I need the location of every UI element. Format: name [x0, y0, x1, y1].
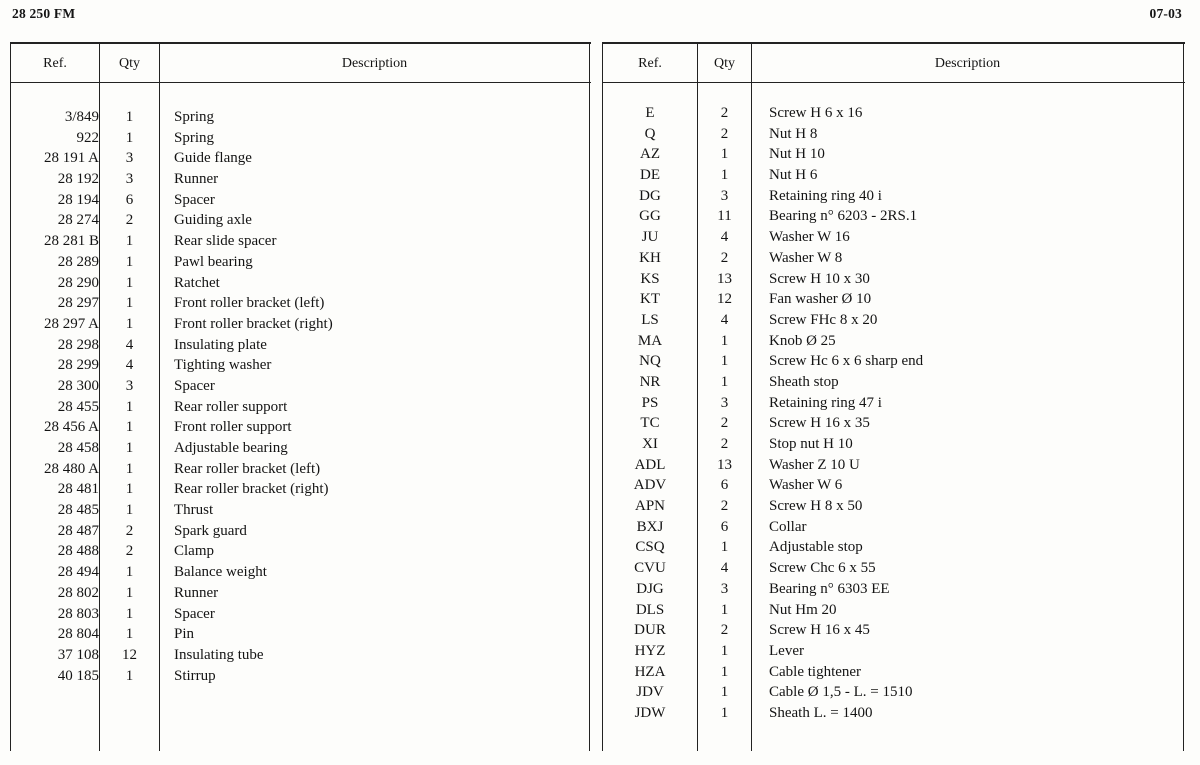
table-row: [11, 128, 589, 149]
table-row: [603, 682, 1183, 703]
part-ref: KS: [640, 270, 660, 287]
part-qty: 1: [720, 663, 729, 680]
part-qty: 2: [720, 125, 729, 142]
part-description: Guide flange: [174, 150, 252, 167]
part-ref: BXJ: [636, 518, 664, 535]
part-ref: 28 289: [57, 253, 99, 270]
part-ref: 28 494: [57, 564, 99, 581]
part-description: Clamp: [174, 543, 214, 560]
part-ref: DE: [640, 167, 660, 184]
part-description: Cable tightener: [769, 663, 862, 680]
description-column-header: Description: [934, 56, 1001, 71]
part-ref: APN: [634, 498, 665, 515]
part-description: Screw H 16 x 45: [769, 622, 870, 639]
part-description: Rear roller bracket (left): [174, 460, 321, 477]
header-rule: [10, 82, 591, 83]
table-row: [11, 583, 589, 604]
table-row: [11, 210, 589, 231]
part-qty: 4: [720, 311, 729, 328]
part-qty: 1: [125, 274, 134, 291]
part-qty: 1: [720, 332, 729, 349]
table-row: [11, 376, 589, 397]
part-qty: 1: [125, 233, 134, 250]
part-qty: 1: [125, 109, 134, 125]
part-qty: 1: [125, 398, 134, 415]
part-description: Cable Ø 1,5 - L. = 1510: [769, 684, 913, 701]
part-qty: 13: [717, 270, 732, 287]
part-description: Front roller support: [174, 419, 292, 436]
part-description: Screw Hc 6 x 6 sharp end: [769, 353, 924, 370]
part-qty: 2: [720, 249, 729, 266]
table-row: [603, 641, 1183, 662]
part-ref: 28 192: [57, 171, 99, 188]
part-qty: 1: [720, 146, 729, 163]
part-qty: 6: [720, 518, 729, 535]
part-description: Screw H 6 x 16: [769, 105, 863, 121]
table-row: [11, 438, 589, 459]
part-qty: 12: [122, 646, 137, 663]
table-row: [11, 273, 589, 294]
part-ref: HZA: [634, 663, 666, 680]
table-row: [603, 496, 1183, 517]
part-ref: 28 298: [57, 336, 99, 353]
part-ref: KT: [640, 291, 660, 308]
part-description: Knob Ø 25: [769, 332, 836, 349]
part-ref: 28 488: [57, 543, 99, 560]
part-description: Nut Hm 20: [769, 601, 837, 618]
part-qty: 12: [717, 291, 732, 308]
table-row: [603, 372, 1183, 393]
table-row: [603, 144, 1183, 165]
part-qty: 1: [125, 440, 134, 456]
part-description: Washer W 16: [769, 229, 850, 246]
part-ref: MA: [637, 332, 663, 349]
table-header: [603, 44, 1183, 82]
part-description: Spark guard: [174, 522, 247, 539]
part-ref: 28 802: [57, 584, 99, 601]
table-row: [11, 314, 589, 335]
part-description: Front roller bracket (right): [174, 315, 333, 332]
part-qty: 3: [720, 580, 729, 597]
part-ref: 28 297 A: [43, 315, 99, 332]
parts-list-right: [603, 103, 1183, 724]
part-qty: 2: [720, 105, 729, 121]
part-qty: 1: [125, 502, 134, 519]
table-row: [11, 355, 589, 376]
part-qty: 1: [720, 167, 729, 184]
part-ref: DUR: [634, 622, 666, 639]
part-qty: 6: [720, 477, 729, 494]
part-qty: 2: [720, 498, 729, 515]
part-description: Guiding axle: [174, 212, 252, 229]
part-description: Adjustable bearing: [174, 440, 288, 456]
table-row: [603, 165, 1183, 186]
part-description: Screw H 16 x 35: [769, 415, 870, 432]
part-qty: 1: [125, 460, 134, 477]
part-ref: 40 185: [57, 667, 99, 684]
part-qty: 2: [720, 622, 729, 639]
part-description: Stirrup: [174, 667, 216, 684]
part-ref: 28 297: [57, 295, 99, 312]
part-qty: 1: [125, 253, 134, 270]
qty-column-header: Qty: [714, 56, 735, 71]
part-qty: 1: [720, 642, 729, 659]
part-ref: 28 803: [57, 605, 99, 622]
table-row: [11, 500, 589, 521]
part-ref: CVU: [634, 560, 666, 577]
part-qty: 1: [125, 481, 134, 498]
table-row: [11, 521, 589, 542]
table-row: [603, 434, 1183, 455]
part-ref: DJG: [636, 580, 664, 597]
part-description: Thrust: [174, 502, 214, 519]
table-row: [603, 351, 1183, 372]
part-description: Screw Chc 6 x 55: [769, 560, 876, 577]
part-description: Bearing n° 6303 EE: [769, 580, 890, 597]
part-ref: HYZ: [634, 642, 666, 659]
part-description: Sheath stop: [769, 373, 839, 390]
part-description: Tighting washer: [174, 357, 272, 374]
part-ref: ADV: [633, 477, 667, 494]
qty-column-header: Qty: [119, 56, 140, 71]
part-qty: 6: [125, 191, 134, 208]
part-description: Spring: [174, 129, 215, 146]
part-description: Stop nut H 10: [769, 436, 853, 452]
table-row: [11, 645, 589, 666]
part-qty: 1: [125, 605, 134, 622]
part-description: Retaining ring 47 i: [769, 394, 882, 411]
part-qty: 4: [125, 336, 134, 353]
part-description: Lever: [769, 642, 804, 659]
table-row: [603, 620, 1183, 641]
part-description: Rear roller support: [174, 398, 288, 415]
part-qty: 4: [720, 229, 729, 246]
part-description: Fan washer Ø 10: [769, 291, 872, 308]
table-row: [11, 479, 589, 500]
table-row: [603, 103, 1183, 124]
table-row: [603, 662, 1183, 683]
part-description: Bearing n° 6203 - 2RS.1: [769, 208, 918, 225]
part-qty: 1: [125, 564, 134, 581]
part-ref: E: [645, 105, 655, 121]
table-row: [603, 537, 1183, 558]
part-description: Pin: [174, 626, 195, 643]
part-description: Washer W 6: [769, 477, 843, 494]
part-description: Spacer: [174, 377, 215, 394]
part-description: Nut H 6: [769, 167, 818, 184]
part-qty: 2: [125, 212, 134, 229]
part-qty: 2: [720, 436, 729, 452]
table-row: [11, 252, 589, 273]
part-ref: DLS: [635, 601, 665, 618]
part-ref: JU: [641, 229, 659, 246]
part-qty: 3: [720, 187, 729, 204]
part-description: Rear roller bracket (right): [174, 481, 329, 498]
table-row: [11, 190, 589, 211]
table-row: [11, 459, 589, 480]
table-row: [603, 517, 1183, 538]
part-ref: 28 281 B: [43, 233, 99, 250]
part-ref: 922: [76, 129, 99, 146]
part-ref: 28 290: [57, 274, 99, 291]
part-ref: JDW: [634, 704, 666, 721]
part-ref: 28 300: [57, 377, 99, 394]
part-ref: 28 485: [57, 502, 99, 519]
part-description: Rear slide spacer: [174, 233, 277, 250]
part-qty: 2: [720, 415, 729, 432]
part-description: Runner: [174, 171, 219, 188]
part-ref: 28 274: [57, 212, 99, 229]
part-ref: 3/849: [64, 109, 99, 125]
document-code: 28 250 FM: [12, 6, 76, 21]
part-ref: LS: [641, 311, 659, 328]
part-ref: 28 458: [57, 440, 99, 456]
ref-column-header: Ref.: [638, 56, 662, 71]
part-qty: 1: [720, 539, 729, 556]
part-ref: JDV: [636, 684, 664, 701]
table-row: [603, 186, 1183, 207]
part-ref: 28 480 A: [43, 460, 99, 477]
part-ref: Q: [644, 125, 656, 142]
part-description: Spring: [174, 109, 215, 125]
part-description: Nut H 10: [769, 146, 825, 163]
part-qty: 1: [720, 373, 729, 390]
part-description: Washer W 8: [769, 249, 843, 266]
table-row: [603, 331, 1183, 352]
part-ref: PS: [641, 394, 659, 411]
table-row: [603, 413, 1183, 434]
part-ref: XI: [642, 436, 658, 452]
table-row: [603, 269, 1183, 290]
part-description: Ratchet: [174, 274, 220, 291]
parts-table-right: [602, 42, 1184, 751]
part-ref: 28 191 A: [43, 150, 99, 167]
part-ref: 28 455: [57, 398, 99, 415]
part-description: Front roller bracket (left): [174, 295, 325, 312]
table-row: [603, 475, 1183, 496]
part-qty: 1: [720, 684, 729, 701]
part-qty: 1: [125, 129, 134, 146]
part-qty: 1: [125, 295, 134, 312]
part-qty: 2: [125, 543, 134, 560]
table-row: [603, 289, 1183, 310]
part-qty: 3: [125, 171, 134, 188]
part-ref: 28 487: [57, 522, 99, 539]
parts-list-left: [11, 107, 589, 686]
part-qty: 3: [125, 150, 134, 167]
part-description: Screw H 10 x 30: [769, 270, 870, 287]
part-description: Balance weight: [174, 564, 267, 581]
table-row: [11, 335, 589, 356]
part-qty: 4: [125, 357, 134, 374]
part-ref: NR: [639, 373, 661, 390]
part-ref: 28 481: [57, 481, 99, 498]
description-column-header: Description: [341, 56, 408, 71]
part-description: Collar: [769, 518, 807, 535]
part-qty: 4: [720, 560, 729, 577]
part-qty: 1: [125, 419, 134, 436]
part-ref: 28 456 A: [43, 419, 99, 436]
part-qty: 1: [125, 667, 134, 684]
table-row: [603, 558, 1183, 579]
table-row: [603, 206, 1183, 227]
part-qty: 2: [125, 522, 134, 539]
part-description: Washer Z 10 U: [769, 456, 860, 473]
part-description: Spacer: [174, 191, 215, 208]
part-qty: 1: [720, 601, 729, 618]
part-ref: 37 108: [57, 646, 99, 663]
part-ref: GG: [639, 208, 661, 225]
table-row: [603, 124, 1183, 145]
part-description: Retaining ring 40 i: [769, 187, 882, 204]
table-row: [11, 293, 589, 314]
part-ref: DG: [639, 187, 661, 204]
part-qty: 11: [717, 208, 732, 225]
table-row: [603, 455, 1183, 476]
table-row: [11, 624, 589, 645]
table-header: [11, 44, 589, 82]
table-row: [11, 107, 589, 128]
part-ref: TC: [640, 415, 660, 432]
table-row: [11, 666, 589, 687]
part-ref: AZ: [640, 146, 660, 163]
table-row: [11, 541, 589, 562]
table-row: [603, 393, 1183, 414]
table-row: [11, 604, 589, 625]
part-ref: CSQ: [635, 539, 665, 556]
part-description: Sheath L. = 1400: [769, 704, 873, 721]
table-row: [11, 169, 589, 190]
table-row: [603, 703, 1183, 724]
part-qty: 13: [717, 456, 732, 473]
part-description: Screw FHc 8 x 20: [769, 311, 878, 328]
revision-code: 07-03: [1149, 6, 1182, 21]
part-description: Screw H 8 x 50: [769, 498, 863, 515]
part-ref: ADL: [634, 456, 666, 473]
part-description: Insulating tube: [174, 646, 264, 663]
part-qty: 1: [125, 626, 134, 643]
table-row: [603, 600, 1183, 621]
part-qty: 3: [720, 394, 729, 411]
table-row: [11, 231, 589, 252]
parts-table-left: [10, 42, 590, 751]
part-ref: 28 804: [57, 626, 99, 643]
part-qty: 1: [720, 704, 729, 721]
part-qty: 1: [125, 315, 134, 332]
part-description: Nut H 8: [769, 125, 818, 142]
table-row: [11, 397, 589, 418]
table-row: [603, 227, 1183, 248]
part-description: Insulating plate: [174, 336, 267, 353]
part-ref: NQ: [639, 353, 661, 370]
part-ref: KH: [639, 249, 661, 266]
part-ref: 28 299: [57, 357, 99, 374]
table-row: [11, 417, 589, 438]
part-qty: 1: [720, 353, 729, 370]
header-rule: [602, 82, 1185, 83]
table-row: [603, 310, 1183, 331]
part-description: Adjustable stop: [769, 539, 863, 556]
table-row: [11, 148, 589, 169]
part-qty: 3: [125, 377, 134, 394]
table-row: [603, 579, 1183, 600]
table-row: [603, 248, 1183, 269]
part-description: Spacer: [174, 605, 215, 622]
part-description: Pawl bearing: [174, 253, 253, 270]
part-description: Runner: [174, 584, 219, 601]
part-ref: 28 194: [57, 191, 99, 208]
ref-column-header: Ref.: [43, 56, 67, 71]
part-qty: 1: [125, 584, 134, 601]
table-row: [11, 562, 589, 583]
